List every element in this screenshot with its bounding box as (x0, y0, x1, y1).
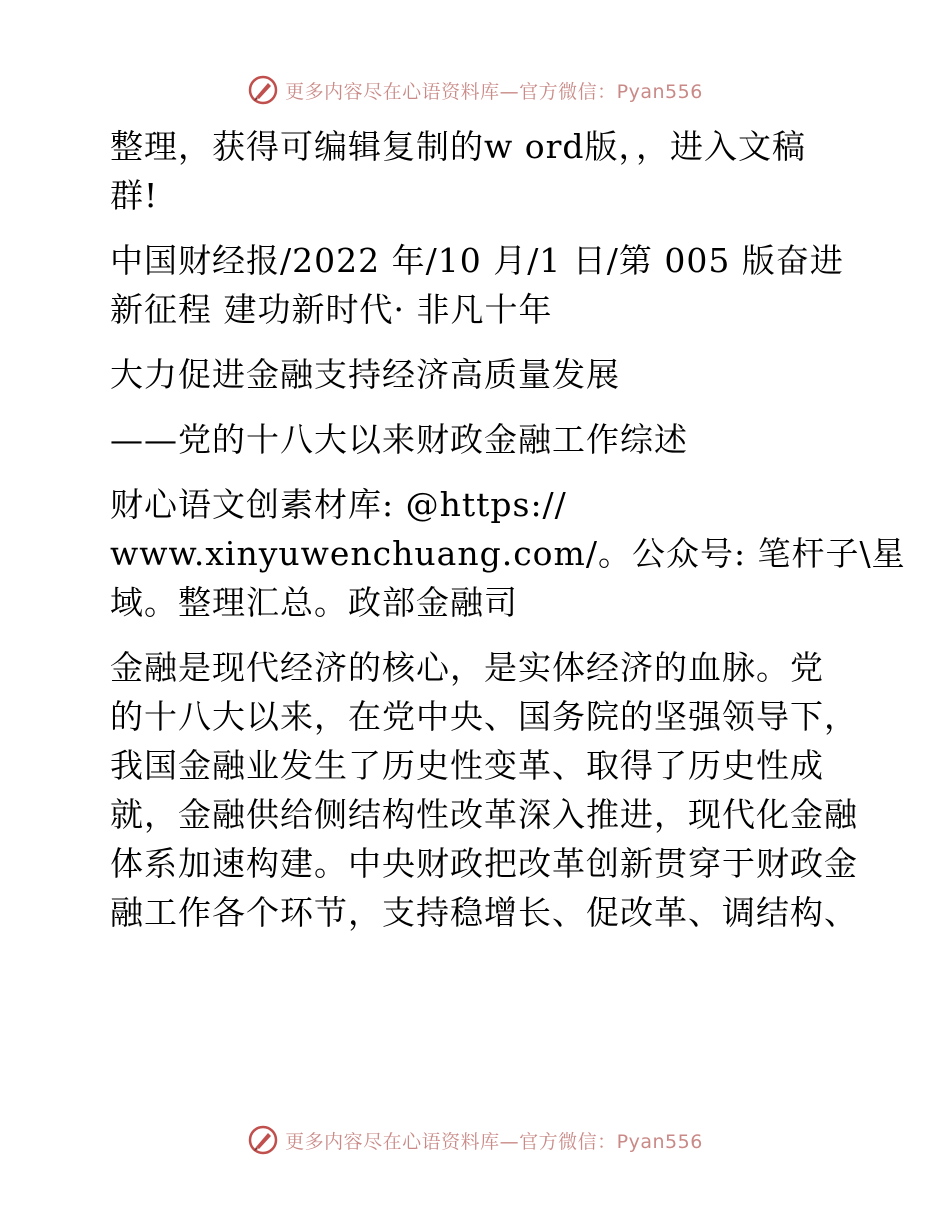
text-line: 体系加速构建。中央财政把改革创新贯穿于财政金 (110, 844, 858, 883)
text-line: 大力促进金融支持经济高质量发展 (110, 355, 620, 394)
pen-logo-icon (247, 74, 279, 106)
document-body (96, 122, 906, 953)
watermark-text: 更多内容尽在心语资料库—官方微信：Pyan556 (285, 80, 703, 103)
article-subtitle (96, 415, 856, 464)
text-line: 整理，获得可编辑复制的w ord版，，进入文稿 (110, 127, 807, 166)
text-line: ——党的十八大以来财政金融工作综述 (110, 420, 688, 459)
article-title (96, 350, 856, 399)
text-line: 群! (110, 176, 159, 215)
watermark-text: 更多内容尽在心语资料库—官方微信：Pyan556 (285, 1130, 703, 1153)
text-line: 我国金融业发生了历史性变革、取得了历史性成 (110, 746, 824, 785)
text-line: 的十八大以来，在党中央、国务院的坚强领导下， (110, 697, 858, 736)
source-paragraph (96, 236, 856, 334)
text-line: 域。整理汇总。政部金融司 (110, 583, 518, 622)
text-line: 融工作各个环节，支持稳增长、促改革、调结构、 (110, 893, 858, 932)
header-watermark (0, 72, 950, 108)
credit-paragraph (96, 480, 906, 627)
body-paragraph (96, 643, 856, 937)
intro-paragraph (96, 122, 856, 220)
text-line: 就，金融供给侧结构性改革深入推进，现代化金融 (110, 795, 858, 834)
text-line: 中国财经报/2022 年/10 月/1 日/第 005 版奋进 (110, 241, 844, 280)
pen-logo-icon (247, 1124, 279, 1156)
text-line: 金融是现代经济的核心，是实体经济的血脉。党 (110, 648, 824, 687)
text-line: 财心语文创素材库: @https:// (110, 485, 567, 524)
text-line: 新征程 建功新时代· 非凡十年 (110, 290, 553, 329)
text-line: www.xinyuwenchuang.com/。公众号: 笔杆子\星 (110, 534, 906, 573)
footer-watermark (0, 1122, 950, 1158)
